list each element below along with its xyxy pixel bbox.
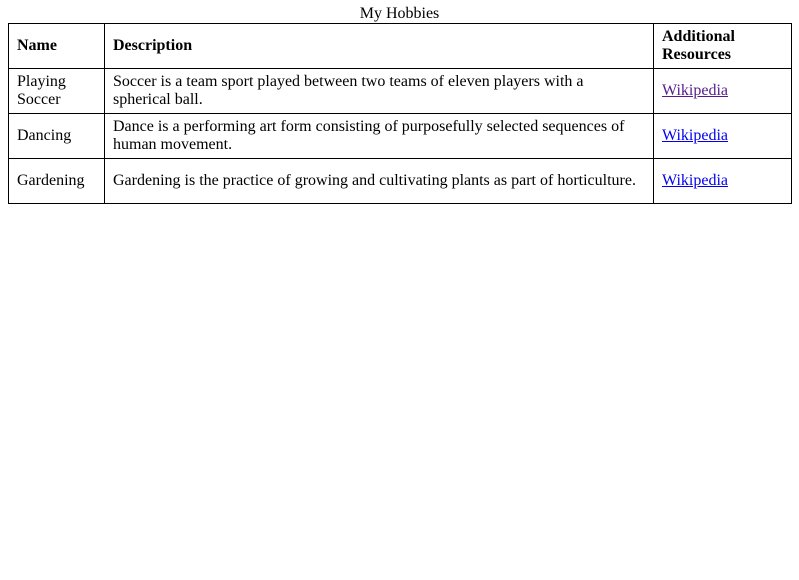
wikipedia-link[interactable]: Wikipedia bbox=[662, 172, 728, 189]
hobbies-table bbox=[8, 23, 792, 204]
wikipedia-link[interactable]: Wikipedia bbox=[662, 82, 728, 99]
hobby-description: Dance is a performing art form consisting of purposefully selected sequences of human movement. bbox=[105, 114, 654, 159]
hobby-description: Soccer is a team sport played between two teams of eleven players with a spherical ball. bbox=[105, 69, 654, 114]
resource-cell bbox=[654, 114, 792, 159]
header-name: Name bbox=[9, 24, 105, 69]
header-resources: Additional Resources bbox=[654, 24, 792, 69]
table-row bbox=[9, 69, 792, 114]
hobby-name: Gardening bbox=[9, 159, 105, 204]
resource-cell bbox=[654, 69, 792, 114]
wikipedia-link[interactable]: Wikipedia bbox=[662, 127, 728, 144]
hobby-name: Playing Soccer bbox=[9, 69, 105, 114]
table-row bbox=[9, 114, 792, 159]
hobby-name: Dancing bbox=[9, 114, 105, 159]
resource-cell bbox=[654, 159, 792, 204]
table-caption: My Hobbies bbox=[359, 5, 440, 22]
table-row bbox=[9, 159, 792, 204]
header-row bbox=[9, 24, 792, 69]
hobby-description: Gardening is the practice of growing and cultivating plants as part of horticulture. bbox=[105, 159, 654, 204]
header-description: Description bbox=[105, 24, 654, 69]
